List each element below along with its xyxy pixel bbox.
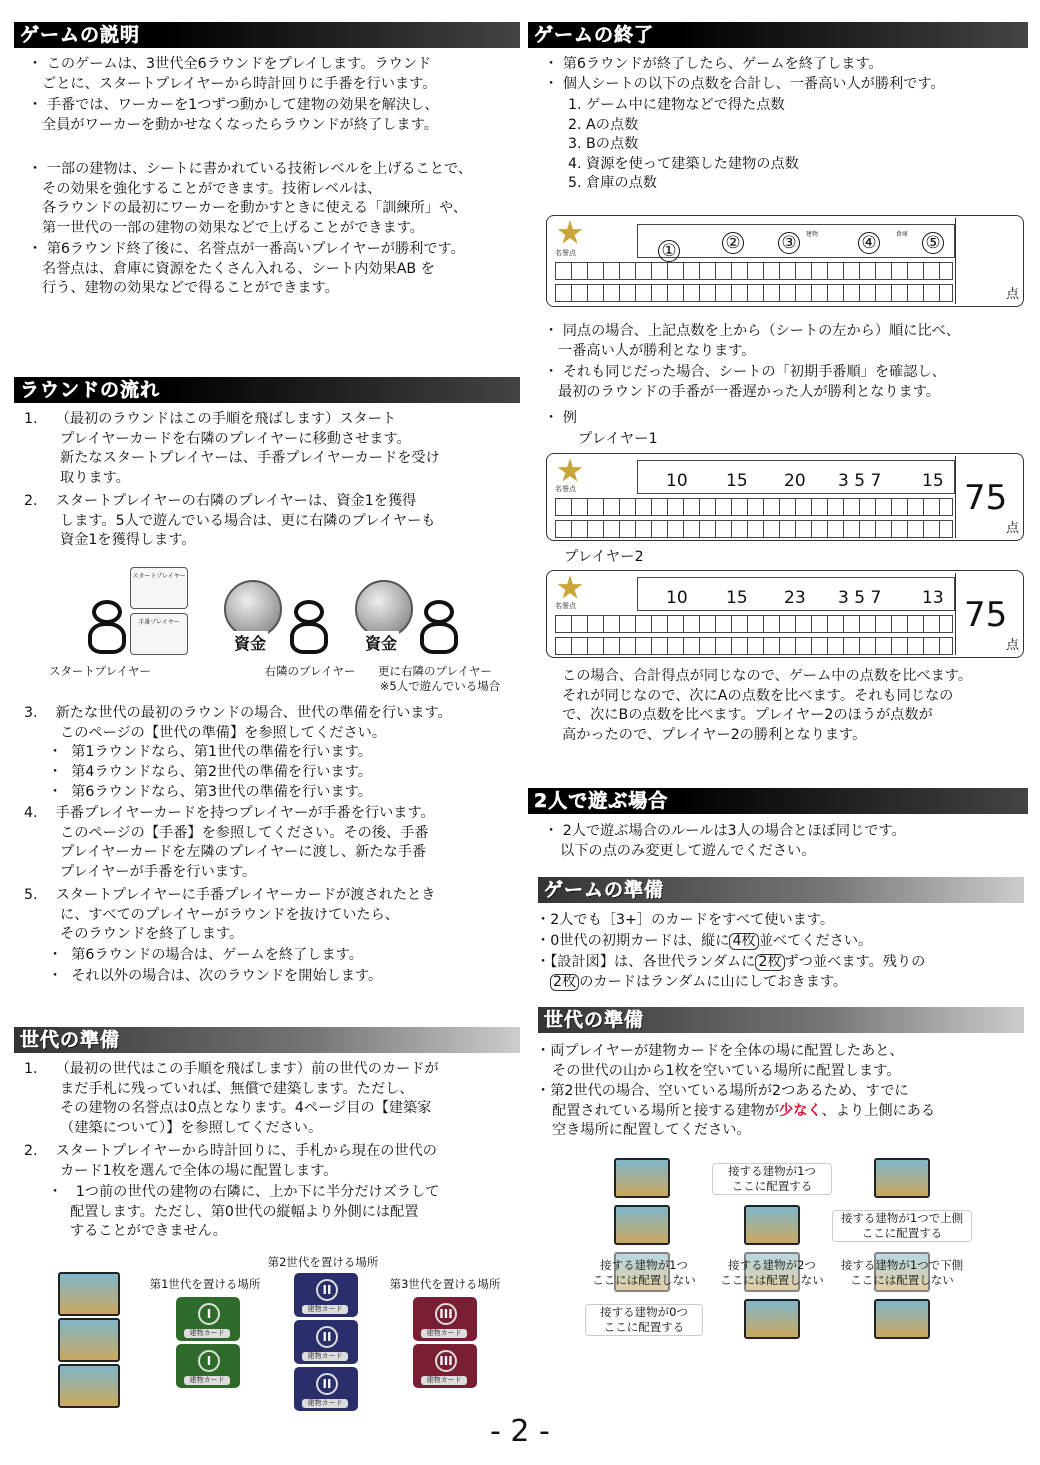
callout-place-zero: 接する建物が0つ ここに配置する [585,1304,703,1336]
player1-name: プレイヤー1 [578,431,658,447]
num-2: ② [722,232,744,254]
p1-score-5: 15 [922,471,944,491]
desc-item-1: ・ このゲームは、3世代全6ラウンドをプレイします。ラウンド ごとに、スタートプレイヤーから時計回りに手番を行います。 [28,56,437,92]
tie-example-explanation: この場合、合計得点が同じなので、ゲーム中の点数を比べます。 それが同じなので、次にAの点数を比べます。それも同じなの で、次にBの点数を比べます。プレイヤー2のほうが点数が 高かったので、プレイヤー2の勝利となります。 [562,668,973,743]
gen0-card [58,1318,120,1362]
p2-score-2: 15 [726,588,748,608]
section-header-two-player: 2人で遊ぶ場合 [528,788,1028,814]
honor-star-icon [557,220,583,246]
p2-total-box [955,573,1023,655]
point-label: 点 [1005,287,1019,302]
p1-score-2: 15 [726,471,748,491]
setup-item-1: ・2人でも［3+］のカードをすべて使います。 [536,912,835,928]
money-label: 資金 [363,631,399,654]
score-list-item: 4. 資源を使って建築した建物の点数 [568,155,799,172]
honor-label: 名誉点 [555,485,576,493]
p2-score-5: 13 [922,588,944,608]
honor-label: 名誉点 [555,249,576,257]
gen1-card: I 建物カード [176,1344,240,1388]
desc-item-3: ・ 一部の建物は、シートに書かれている技術レベルを上げることで、 その効果を強化することができます。技術レベルは、 各ラウンドの最初にワーカーを動かすときに使える「訓練所」や、 第一世代の一部の建物の効果などで上げることができます。 [28,161,473,236]
building-card [874,1158,930,1198]
score-header-row [637,224,955,261]
player2-score-row [637,577,955,611]
gen3-card: III 建物カード [413,1297,477,1341]
gen-setup-item-2: ・第2世代の場合、空いている場所が2つあるため、すでに 配置されている場所と接する建物が少なく、より上側にある 空き場所に配置してください。 [536,1083,936,1138]
gen1-card: I 建物カード [176,1297,240,1341]
p1-total: 75 [964,478,1008,518]
building-card [744,1205,800,1245]
callout-not-place-1: 接する建物が1つ ここには配置しない [592,1258,696,1287]
start-player-icon [86,600,128,654]
label-gen3-place: 第3世代を置ける場所 [389,1277,501,1291]
gen-step-2: 2. スタートプレイヤーから時計回りに、手札から現在の世代の カード1枚を選んで全体の場に配置します。 [24,1143,437,1179]
gen2-card: II 建物カード [294,1273,358,1317]
right-player-icon [288,600,330,654]
section-header-round-flow: ラウンドの流れ [14,377,520,403]
player1-sheet [546,453,1024,541]
gen-step-1: 1. （最初の世代はこの手順を飛ばします）前の世代のカードが まだ手札に残っていれば、無償で建築します。ただし、 その建物の名誉点は0点となります。4ページ目の【建築家 （建築について）】を参照してください。 [24,1061,439,1136]
desc-item-2: ・ 手番では、ワーカーを1つずつ動かして建物の効果を解決し、 全員がワーカーを動かせなくなったらラウンドが終了します。 [28,97,439,133]
honor-star-icon [557,458,583,484]
setup-item-3: ・【設計図】は、各世代ランダムに 2枚 ずつ並べます。残りの 2枚 のカードはランダムに山にしておきます。 [536,954,926,990]
score-list-item: 5. 倉庫の点数 [568,175,657,191]
flow-step-1: 1. （最初のラウンドはこの手順を飛ばします）スタート プレイヤーカードを右隣のプレイヤーに移動させます。 新たなスタートプレイヤーは、手番プレイヤーカードを受け 取ります。 [24,411,440,486]
gen-sub-1: ・ 1つ前の世代の建物の右隣に、上か下に半分だけズラして 配置します。ただし、第0世代の縦幅より外側には配置 することができません。 [48,1184,440,1239]
gen3-card: III 建物カード [413,1344,477,1388]
flow-step-2: 2. スタートプレイヤーの右隣のプレイヤーは、資金1を獲得 します。5人で遊んでいる場合は、更に右隣のプレイヤーも 資金1を獲得します。 [24,493,436,548]
honor-star-icon [557,575,583,601]
score-list [568,96,1028,194]
label-gen2-place: 第2世代を置ける場所 [267,1255,379,1269]
setup-item-2: ・0世代の初期カードは、縦に 4枚 並べてください。 [536,933,873,949]
gen2-card: II 建物カード [294,1320,358,1364]
section-header-game-description: ゲームの説明 [14,22,520,48]
flow-step-4: 4. 手番プレイヤーカードを持つプレイヤーが手番を行います。 このページの【手番】を参照してください。その後、手番 プレイヤーカードを左隣のプレイヤーに渡し、新たな手番 プレイヤーが手番を行います。 [24,805,435,880]
building-card [744,1299,800,1339]
page-number: - 2 - [490,1414,550,1449]
flow-sub-4: ・ 第6ラウンドの場合は、ゲームを終了します。 [48,947,363,963]
money-label: 資金 [232,631,268,654]
p1-score-3: 20 [784,471,806,491]
label-right-player: 右隣のプレイヤー [264,664,356,678]
section-header-game-setup: ゲームの準備 [538,877,1024,903]
flow-step-3: 3. 新たな世代の最初のラウンドの場合、世代の準備を行います。 このページの【世代の準備】を参照してください。 [24,705,452,741]
flow-sub-5: ・ それ以外の場合は、次のラウンドを開始します。 [48,968,383,984]
turn-player-card: 手番プレイヤー [130,613,188,655]
track-row [555,520,953,538]
building-card [614,1205,670,1245]
flow-sub-1: ・ 第1ラウンドなら、第1世代の準備を行います。 [48,744,372,760]
p2-total: 75 [964,595,1008,635]
p1-total-box [955,456,1023,538]
end-item-1: ・ 第6ラウンドが終了したら、ゲームを終了します。 [544,56,883,72]
track-row [555,498,953,516]
gen0-card [58,1364,120,1408]
track-row [555,262,953,280]
num-4: ④ [858,232,880,254]
coin-icon [355,580,413,638]
desc-item-4: ・ 第6ラウンド終了後に、名誉点が一番高いプレイヤーが勝利です。 名誉点は、倉庫に資源をたくさん入れる、シート内効果AB を 行う、建物の効果などで得ることができます。 [28,241,465,296]
gen2-card: II 建物カード [294,1367,358,1411]
track-row [555,637,953,655]
section-header-gen-setup: 世代の準備 [538,1007,1024,1033]
player2-sheet [546,570,1024,658]
label-start-player: スタートプレイヤー [48,664,152,678]
player1-score-row [637,460,955,494]
p2-score-1: 10 [666,588,688,608]
num-1: ① [658,240,680,262]
total-box [955,218,1023,304]
bld-label: 建物 [806,231,819,238]
callout-place-upper: 接する建物が1つで上側 ここに配置する [832,1210,972,1242]
tie-item-3: ・ 例 [544,410,577,426]
callout-place-1: 接する建物が1つ ここに配置する [712,1163,832,1195]
building-card [614,1158,670,1198]
label-five-players-note: ※5人で遊んでいる場合 [379,679,501,693]
num-5: ⑤ [922,232,944,254]
player2-name: プレイヤー2 [564,549,644,565]
gen-setup-item-1: ・両プレイヤーが建物カードを全体の場に配置したあと、 その世代の山から1枚を空いている場所に配置します。 [536,1043,904,1079]
tie-item-2: ・ それも同じだった場合、シートの「初期手番順」を確認し、 最初のラウンドの手番が一番遅かった人が勝利となります。 [544,364,946,400]
score-list-item: 2. Aの点数 [568,116,639,133]
start-player-card: スタートプレイヤー [130,567,188,609]
score-list-item: 1. ゲーム中に建物などで得た点数 [568,97,785,113]
point-label: 点 [1005,638,1019,653]
p1-score-4: 3 5 7 [838,471,882,491]
end-item-2: ・ 個人シートの以下の点数を合計し、一番高い人が勝利です。 [544,76,945,92]
label-gen1-place: 第1世代を置ける場所 [149,1277,261,1291]
tie-item-1: ・ 同点の場合、上記点数を上から（シートの左から）順に比べ、 一番高い人が勝利となります。 [544,323,960,359]
score-list-item: 3. Bの点数 [568,136,639,152]
p1-score-1: 10 [666,471,688,491]
label-right-player-2: 更に右隣のプレイヤー [378,664,492,678]
num-3: ③ [778,232,800,254]
section-header-generation-prep: 世代の準備 [14,1027,520,1053]
p2-score-4: 3 5 7 [838,588,882,608]
flow-sub-3: ・ 第6ラウンドなら、第3世代の準備を行います。 [48,784,372,800]
track-row [555,284,953,302]
gen0-card [58,1272,120,1316]
score-sheet-diagram [546,215,1024,307]
callout-not-place-lower: 接する建物が1つで下側 ここには配置しない [840,1258,964,1287]
point-label: 点 [1005,521,1019,536]
two-player-intro: ・ 2人で遊ぶ場合のルールは3人の場合とほぼ同じです。 以下の点のみ変更して遊んでください。 [544,823,906,859]
track-row [555,615,953,633]
flow-step-5: 5. スタートプレイヤーに手番プレイヤーカードが渡されたとき に、すべてのプレイヤーがラウンドを抜けていたら、 そのラウンドを終了します。 [24,887,436,942]
coin-icon [224,580,282,638]
storage-label: 倉庫 [896,231,909,238]
building-card [874,1299,930,1339]
p2-score-3: 23 [784,588,806,608]
right-player-2-icon [418,600,460,654]
section-header-game-end: ゲームの終了 [528,22,1028,48]
honor-label: 名誉点 [555,602,576,610]
callout-not-place-2: 接する建物が2つ ここには配置しない [720,1258,824,1287]
flow-sub-2: ・ 第4ラウンドなら、第2世代の準備を行います。 [48,764,372,780]
